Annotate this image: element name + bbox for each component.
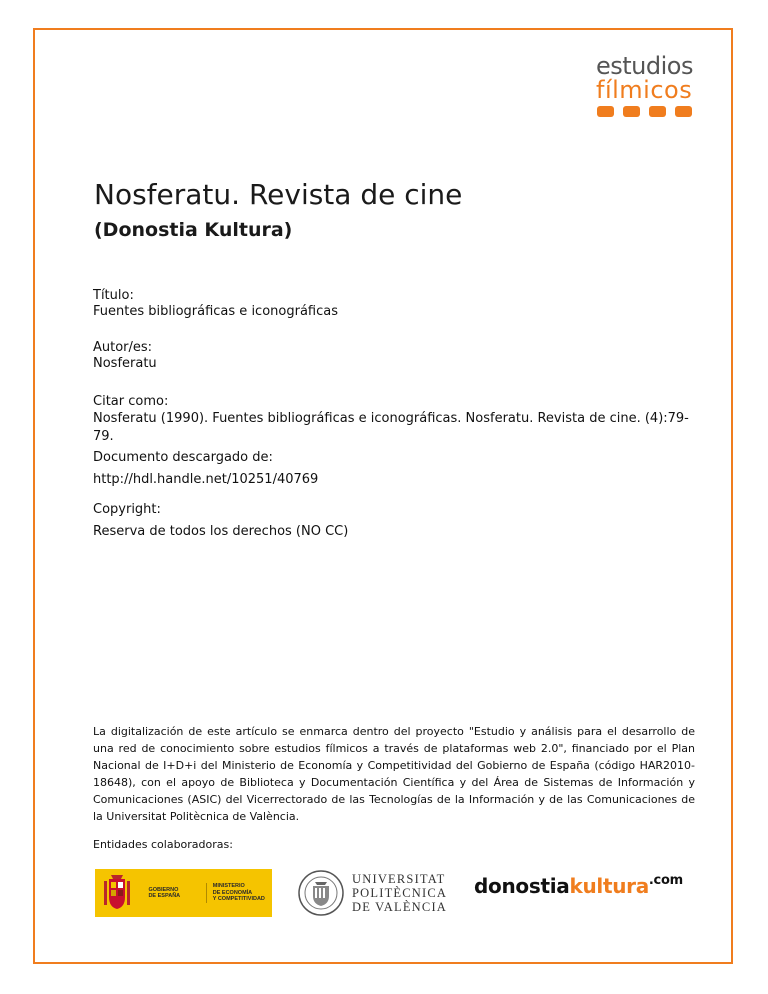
- donostia-text: donostia: [474, 874, 570, 898]
- logo-text-filmicos: fílmicos: [596, 76, 693, 104]
- autor-label: Autor/es:: [93, 340, 153, 355]
- entidades-label: Entidades colaboradoras:: [93, 838, 233, 851]
- autor-value: Nosferatu: [93, 356, 157, 371]
- upv-line-2: POLITÈCNICA: [352, 886, 448, 900]
- logo-dot: [675, 106, 692, 117]
- citar-label: Citar como:: [93, 394, 169, 409]
- journal-publisher: (Donostia Kultura): [94, 219, 293, 241]
- logo-dot: [597, 106, 614, 117]
- logo-text-estudios: estudios: [596, 52, 693, 80]
- autor-block: [93, 340, 703, 372]
- descarga-label: Documento descargado de:: [93, 450, 273, 465]
- logo-dot: [623, 106, 640, 117]
- dotcom-text: .com: [648, 873, 683, 888]
- logo-dot: [649, 106, 666, 117]
- journal-title: Nosferatu. Revista de cine: [94, 178, 463, 211]
- titulo-value: Fuentes bibliográficas e iconográficas: [93, 304, 338, 319]
- upv-line-1: UNIVERSITAT: [352, 872, 446, 886]
- descarga-block: [93, 448, 703, 490]
- titulo-block: [93, 288, 703, 320]
- estudios-filmicos-logo: [596, 54, 706, 117]
- citar-block: [93, 394, 703, 446]
- project-funding-note: La digitalización de este artículo se enmarca dentro del proyecto "Estudio y análisis para el desarrollo de una red de conocimiento sobre estudios fílmicos a través de plataformas web 2.0", financiado por el Plan Nacional de I+D+i del Ministerio de Economía y Competitividad del Gobierno de España (código HAR2010-18648), con el apoyo de Biblioteca y Documentación Científica y del Área de Sistemas de Información y Comunicaciones (ASIC) del Vicerrectorado de las Tecnologías de la Información y de las Comunicaciones de la Universitat Politècnica de València.: [93, 725, 695, 823]
- gobierno-label: GOBIERNO DE ESPAÑA: [148, 886, 181, 899]
- upv-wordmark: [352, 872, 447, 914]
- upv-line-3: DE VALÈNCIA: [352, 900, 448, 914]
- titulo-label: Título:: [93, 288, 134, 303]
- handle-link[interactable]: http://hdl.handle.net/10251/40769: [93, 472, 319, 487]
- upv-logo: [298, 868, 458, 918]
- copyright-label: Copyright:: [93, 502, 161, 517]
- upv-seal-icon: [298, 870, 344, 916]
- kultura-text: kultura: [569, 874, 649, 898]
- ministerio-label: MINISTERIO DE ECONOMÍA Y COMPETITIVIDAD: [206, 883, 272, 903]
- donostiakultura-logo: [474, 874, 683, 902]
- coat-of-arms-icon: [95, 869, 138, 917]
- logo-film-perforations: [596, 106, 706, 117]
- copyright-block: [93, 500, 703, 542]
- copyright-value: Reserva de todos los derechos (NO CC): [93, 524, 349, 539]
- citar-value: Nosferatu (1990). Fuentes bibliográficas e iconográficas. Nosferatu. Revista de cine. (4):79-79.: [93, 411, 689, 444]
- gobierno-espana-logo: [95, 869, 272, 917]
